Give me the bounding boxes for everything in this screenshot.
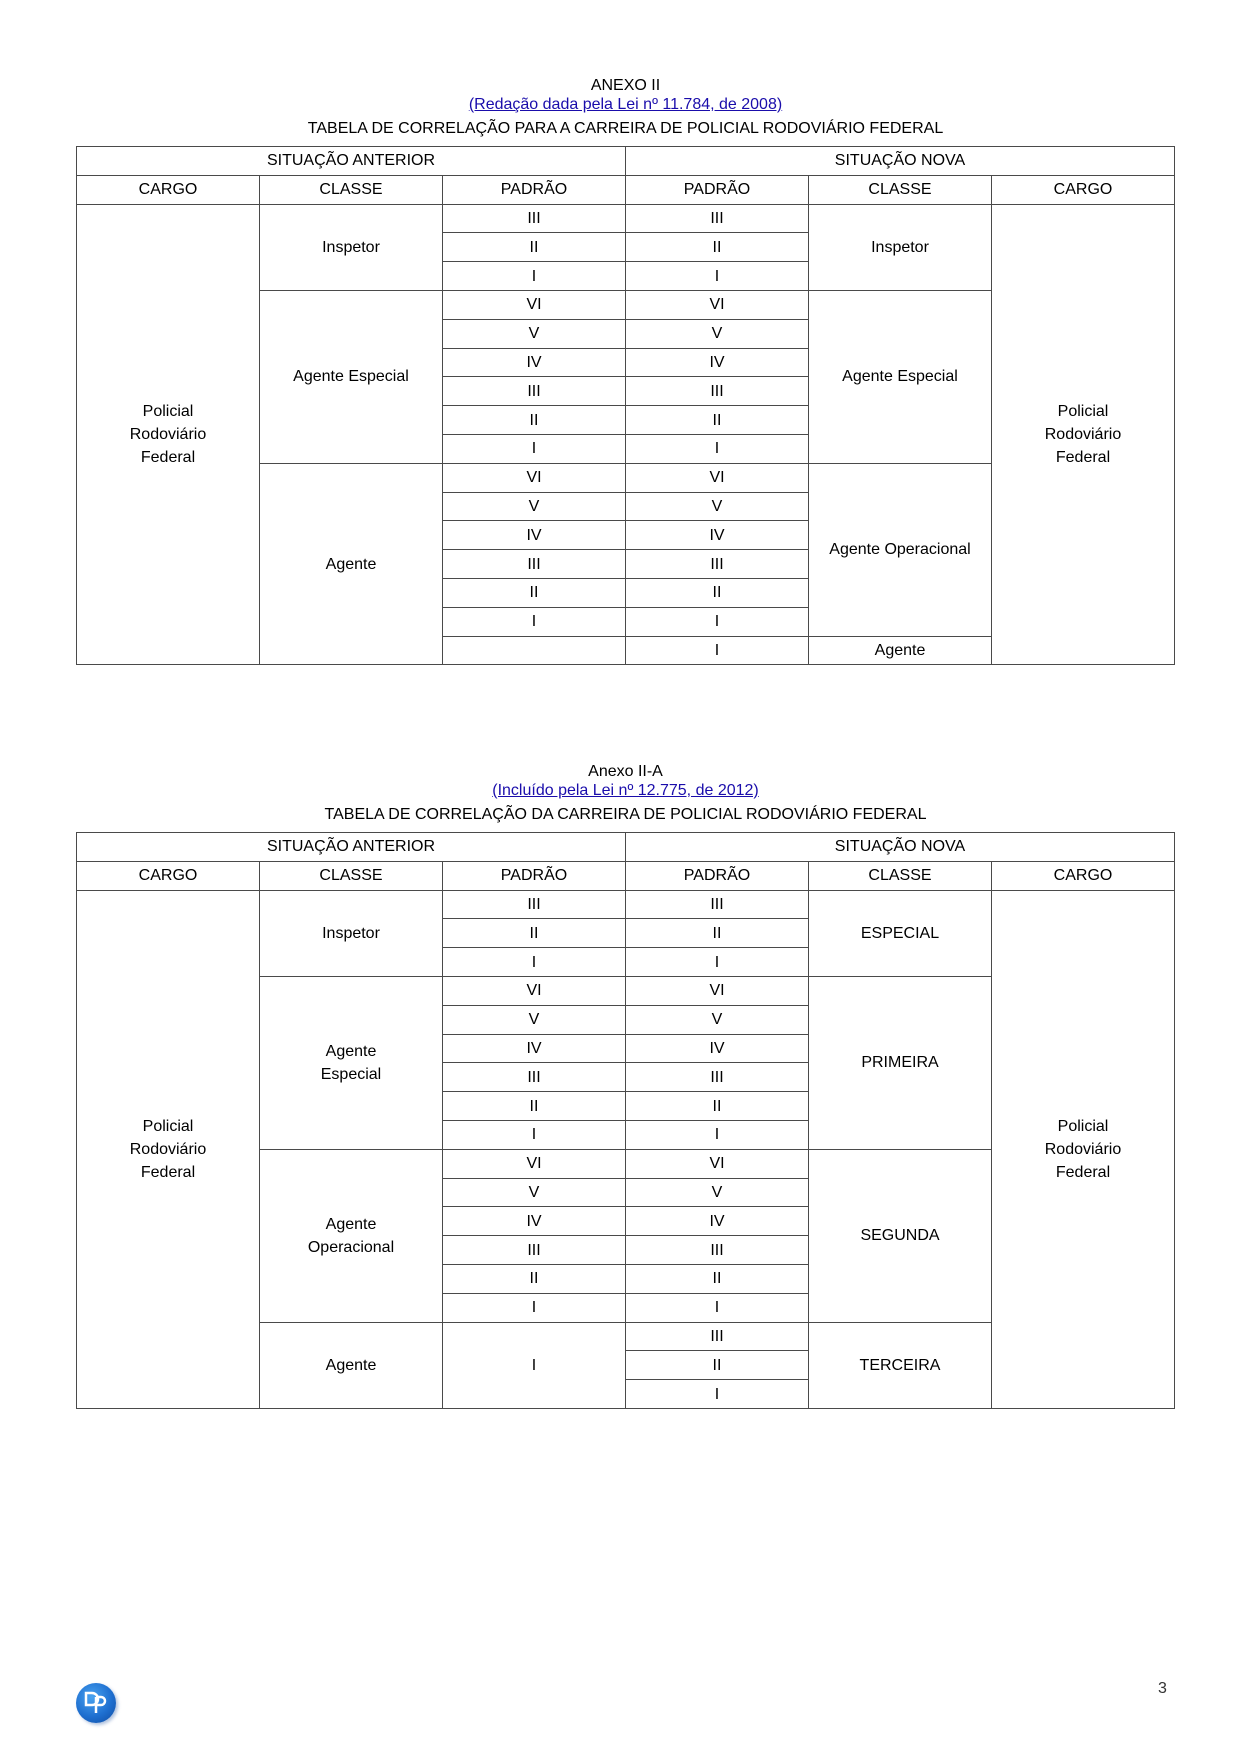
classe-old-line: Agente <box>325 1042 377 1060</box>
padrao-old-cell: III <box>443 377 626 406</box>
classe-new-cell: TERCEIRA <box>809 1322 992 1408</box>
padrao-new-cell: II <box>626 233 809 262</box>
padrao-new-cell: I <box>626 948 809 977</box>
padrao-old-cell: II <box>443 1264 626 1293</box>
padrao-new-cell: III <box>626 204 809 233</box>
padrao-new-cell: II <box>626 1264 809 1293</box>
padrao-new-cell: III <box>626 1236 809 1265</box>
padrao-old-cell: III <box>443 1236 626 1265</box>
padrao-old-cell <box>443 636 626 665</box>
padrao-old-cell: II <box>443 1092 626 1121</box>
column-header-classe-old: CLASSE <box>260 861 443 890</box>
padrao-new-cell: II <box>626 406 809 435</box>
padrao-new-cell: VI <box>626 290 809 319</box>
padrao-old-cell: V <box>443 319 626 348</box>
padrao-new-cell: III <box>626 377 809 406</box>
classe-old-cell: Inspetor <box>260 204 443 290</box>
classe-old-line: Inspetor <box>322 924 380 942</box>
cargo-new-line: Policial <box>1057 1117 1109 1135</box>
classe-old-cell <box>260 890 443 976</box>
column-header-padrao-new: PADRÃO <box>626 861 809 890</box>
padrao-new-cell: V <box>626 319 809 348</box>
padrao-new-cell: IV <box>626 348 809 377</box>
table-row <box>77 204 1175 233</box>
page-number: 3 <box>1158 1680 1167 1697</box>
padrao-old-cell: VI <box>443 290 626 319</box>
padrao-new-cell: V <box>626 492 809 521</box>
padrao-old-cell: V <box>443 492 626 521</box>
padrao-new-cell: I <box>626 1380 809 1409</box>
classe-old-cell: Agente Especial <box>260 290 443 463</box>
column-header-row <box>77 861 1175 890</box>
padrao-new-cell: I <box>626 262 809 291</box>
padrao-old-cell: IV <box>443 521 626 550</box>
padrao-old-cell: I <box>443 434 626 463</box>
column-header-classe-new: CLASSE <box>809 175 992 204</box>
classe-new-cell: PRIMEIRA <box>809 976 992 1149</box>
padrao-new-cell: II <box>626 1092 809 1121</box>
classe-new-cell: Agente <box>809 636 992 665</box>
cargo-old-line: Rodoviário <box>129 425 207 443</box>
classe-old-cell <box>260 1322 443 1408</box>
classe-new-cell: Agente Operacional <box>809 463 992 636</box>
column-header-padrao-old: PADRÃO <box>443 175 626 204</box>
classe-old-line: Agente <box>325 1215 377 1233</box>
cargo-old-line: Federal <box>140 1163 196 1181</box>
padrao-new-cell: I <box>626 636 809 665</box>
padrao-old-cell: I <box>443 1120 626 1149</box>
classe-new-cell: Agente Especial <box>809 290 992 463</box>
cargo-old-cell <box>77 204 260 665</box>
column-header-cargo-old: CARGO <box>77 175 260 204</box>
classe-old-cell <box>260 976 443 1149</box>
padrao-old-cell: III <box>443 550 626 579</box>
cargo-new-line: Federal <box>1055 1163 1111 1181</box>
padrao-old-cell: I <box>443 1322 626 1408</box>
padrao-old-cell: I <box>443 607 626 636</box>
padrao-old-cell: III <box>443 204 626 233</box>
padrao-new-cell: III <box>626 890 809 919</box>
table-row <box>77 890 1175 919</box>
padrao-old-cell: IV <box>443 1034 626 1063</box>
column-header-padrao-old: PADRÃO <box>443 861 626 890</box>
classe-old-line: Agente <box>325 1356 377 1374</box>
amendment-link[interactable]: (Redação dada pela Lei nº 11.784, de 2008) <box>468 96 783 113</box>
padrao-new-cell: V <box>626 1178 809 1207</box>
column-header-classe-old: CLASSE <box>260 175 443 204</box>
padrao-new-cell: I <box>626 1293 809 1322</box>
padrao-old-cell: II <box>443 233 626 262</box>
padrao-old-cell: II <box>443 578 626 607</box>
padrao-old-cell: IV <box>443 1207 626 1236</box>
padrao-new-cell: IV <box>626 1207 809 1236</box>
padrao-old-cell: VI <box>443 1149 626 1178</box>
classe-new-cell: ESPECIAL <box>809 890 992 976</box>
padrao-old-cell: I <box>443 948 626 977</box>
cargo-new-line: Rodoviário <box>1044 1140 1122 1158</box>
correlation-table <box>76 146 1175 665</box>
padrao-old-cell: V <box>443 1005 626 1034</box>
annex-ii <box>76 76 1175 665</box>
padrao-new-cell: VI <box>626 1149 809 1178</box>
padrao-new-cell: VI <box>626 463 809 492</box>
padrao-new-cell: I <box>626 434 809 463</box>
cargo-old-line: Federal <box>140 448 196 466</box>
padrao-new-cell: II <box>626 578 809 607</box>
classe-new-cell: Inspetor <box>809 204 992 290</box>
column-header-cargo-old: CARGO <box>77 861 260 890</box>
padrao-old-cell: II <box>443 406 626 435</box>
padrao-old-cell: II <box>443 919 626 948</box>
padrao-old-cell: III <box>443 890 626 919</box>
padrao-new-cell: IV <box>626 1034 809 1063</box>
cargo-new-cell <box>992 204 1175 665</box>
cargo-old-line: Policial <box>142 1117 194 1135</box>
classe-new-cell: SEGUNDA <box>809 1149 992 1322</box>
table-title: TABELA DE CORRELAÇÃO DA CARREIRA DE POLICIAL RODOVIÁRIO FEDERAL <box>324 806 927 823</box>
padrao-new-cell: V <box>626 1005 809 1034</box>
classe-old-cell <box>260 1149 443 1322</box>
classe-old-line: Especial <box>320 1065 382 1083</box>
padrao-new-cell: II <box>626 1351 809 1380</box>
padrao-old-cell: I <box>443 1293 626 1322</box>
column-header-classe-new: CLASSE <box>809 861 992 890</box>
group-header-situacao-anterior: SITUAÇÃO ANTERIOR <box>77 833 626 862</box>
group-header-situacao-anterior: SITUAÇÃO ANTERIOR <box>77 147 626 176</box>
column-header-padrao-new: PADRÃO <box>626 175 809 204</box>
padrao-new-cell: III <box>626 1063 809 1092</box>
padrao-new-cell: VI <box>626 976 809 1005</box>
classe-old-line: Operacional <box>307 1238 395 1256</box>
column-header-cargo-new: CARGO <box>992 175 1175 204</box>
annex-heading: ANEXO II <box>590 77 661 94</box>
annex-ii-a <box>76 762 1175 1409</box>
column-header-row <box>77 175 1175 204</box>
cargo-old-line: Rodoviário <box>129 1140 207 1158</box>
group-header-row <box>77 833 1175 862</box>
cargo-new-line: Policial <box>1057 402 1109 420</box>
column-header-cargo-new: CARGO <box>992 861 1175 890</box>
padrao-new-cell: III <box>626 550 809 579</box>
correlation-table <box>76 832 1175 1409</box>
padrao-old-cell: VI <box>443 463 626 492</box>
padrao-old-cell: IV <box>443 348 626 377</box>
padrao-old-cell: VI <box>443 976 626 1005</box>
cargo-old-line: Policial <box>142 402 194 420</box>
padrao-new-cell: I <box>626 607 809 636</box>
annex-heading: Anexo II-A <box>588 763 663 780</box>
cargo-old-cell <box>77 890 260 1408</box>
padrao-old-cell: V <box>443 1178 626 1207</box>
group-header-row <box>77 147 1175 176</box>
amendment-link[interactable]: (Incluído pela Lei nº 12.775, de 2012) <box>492 782 759 799</box>
cargo-new-line: Rodoviário <box>1044 425 1122 443</box>
padrao-old-cell: III <box>443 1063 626 1092</box>
dp-logo-icon <box>76 1683 116 1723</box>
padrao-new-cell: III <box>626 1322 809 1351</box>
padrao-old-cell: I <box>443 262 626 291</box>
padrao-new-cell: II <box>626 919 809 948</box>
group-header-situacao-nova: SITUAÇÃO NOVA <box>626 147 1175 176</box>
padrao-new-cell: IV <box>626 521 809 550</box>
dp-logo-glyph <box>76 1683 116 1723</box>
table-title: TABELA DE CORRELAÇÃO PARA A CARREIRA DE POLICIAL RODOVIÁRIO FEDERAL <box>307 120 944 137</box>
group-header-situacao-nova: SITUAÇÃO NOVA <box>626 833 1175 862</box>
cargo-new-cell <box>992 890 1175 1408</box>
padrao-new-cell: I <box>626 1120 809 1149</box>
classe-old-cell: Agente <box>260 463 443 665</box>
cargo-new-line: Federal <box>1055 448 1111 466</box>
